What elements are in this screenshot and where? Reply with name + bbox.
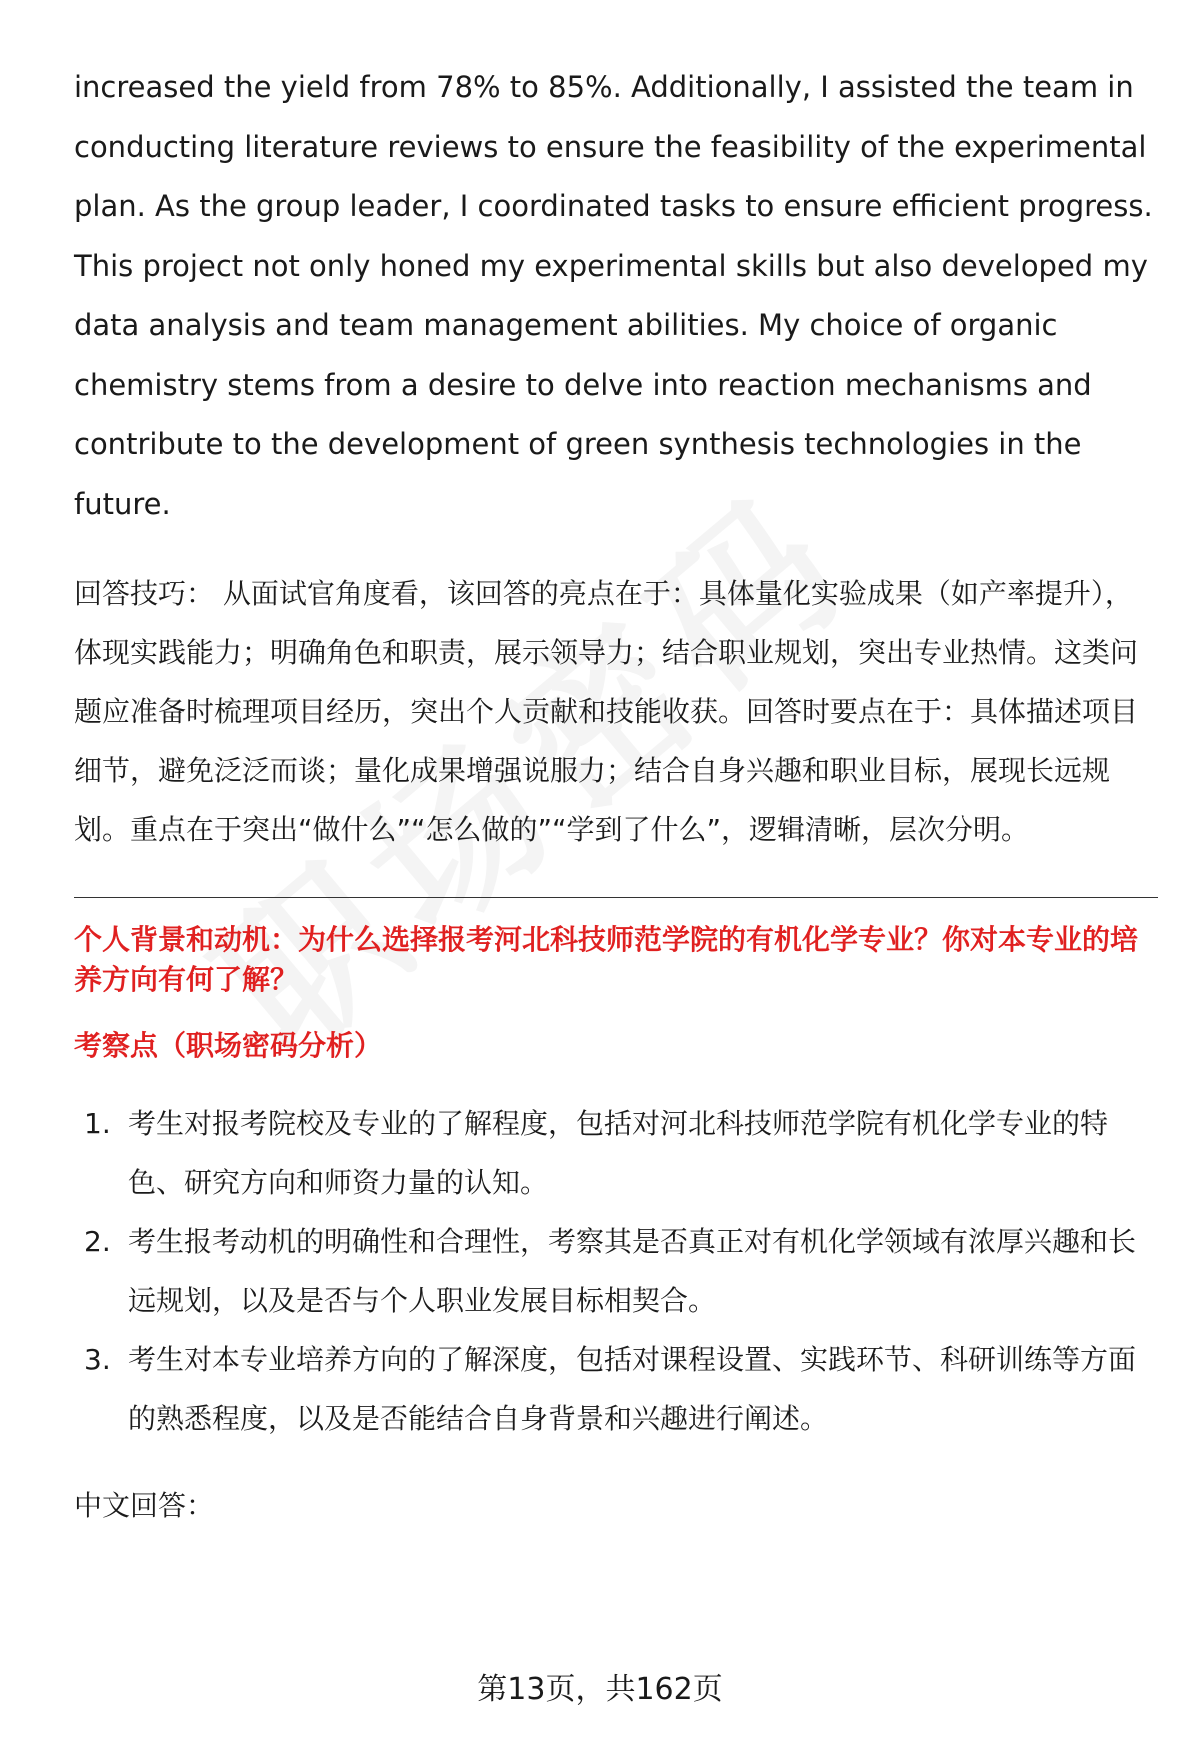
list-item-text: 考生对报考院校及专业的了解程度，包括对河北科技师范学院有机化学专业的特色、研究方向和师资力量的认知。 [128, 1107, 1109, 1199]
list-item-number: 1. [84, 1107, 111, 1140]
exam-points-list [74, 1094, 1154, 1448]
list-item-number: 2. [84, 1225, 111, 1258]
list-item-text: 考生报考动机的明确性和合理性，考察其是否真正对有机化学领域有浓厚兴趣和长远规划，以及是否与个人职业发展目标相契合。 [128, 1225, 1137, 1317]
page-number-footer: 第13页，共162页 [477, 1672, 723, 1707]
list-item [74, 1212, 1154, 1330]
section-divider [74, 897, 1158, 898]
question-title: 个人背景和动机：为什么选择报考河北科技师范学院的有机化学专业？你对本专业的培养方向有何了解？ [74, 923, 1139, 996]
chinese-answer-label: 中文回答： [74, 1489, 215, 1522]
english-answer-paragraph: increased the yield from 78% to 85%. Additionally, I assisted the team in conducting literature reviews to ensure the feasibility of the experimental plan. As the group leader, I coordinated tasks to ensure efficient progress. This project not only honed my experimental skills but also developed my data analysis and team management abilities. My choice of organic chemistry stems from a desire to delve into reaction mechanisms and contribute to the development of green synthesis technologies in the future. [74, 70, 1153, 521]
page-content [74, 58, 1154, 1535]
list-item-number: 3. [84, 1343, 111, 1376]
list-item [74, 1094, 1154, 1212]
answer-tips-paragraph: 回答技巧： 从面试官角度看，该回答的亮点在于：具体量化实验成果（如产率提升），体现实践能力；明确角色和职责，展示领导力；结合职业规划，突出专业热情。这类问题应准备时梳理项目经历，突出个人贡献和技能收获。回答时要点在于：具体描述项目细节，避免泛泛而谈；量化成果增强说服力；结合自身兴趣和职业目标，展现长远规划。重点在于突出“做什么”“怎么做的”“学到了什么”，逻辑清晰，层次分明。 [74, 577, 1139, 846]
list-item [74, 1330, 1154, 1448]
exam-points-heading: 考察点（职场密码分析） [74, 1029, 383, 1062]
list-item-text: 考生对本专业培养方向的了解深度，包括对课程设置、实践环节、科研训练等方面的熟悉程度，以及是否能结合自身背景和兴趣进行阐述。 [128, 1343, 1137, 1435]
